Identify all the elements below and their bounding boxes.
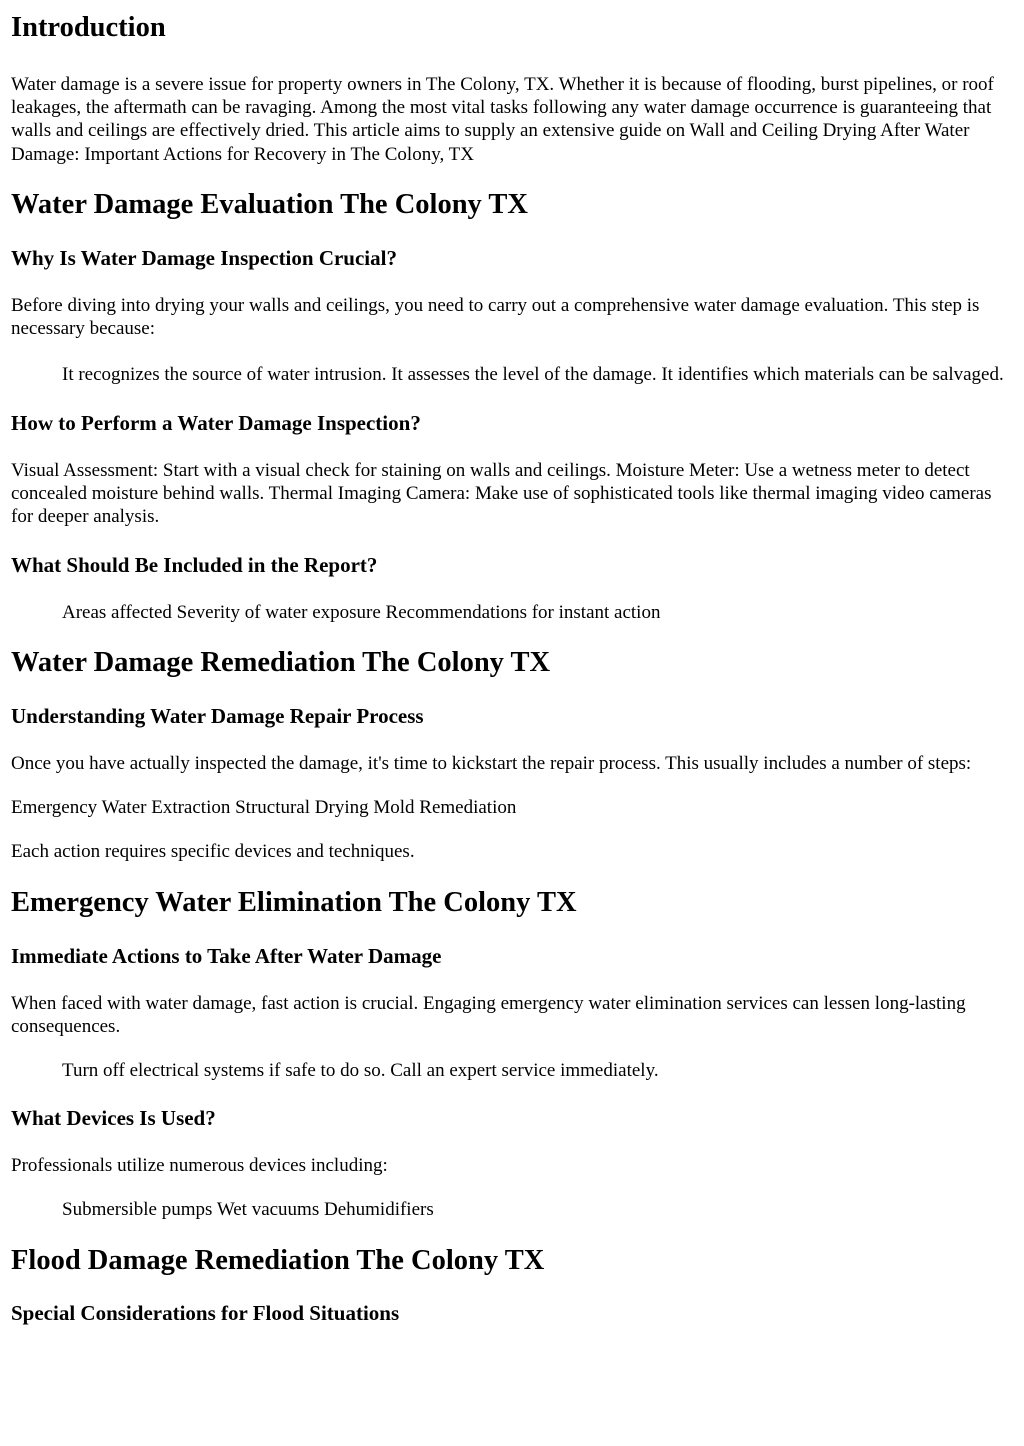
heading-emergency-water-elimination: Emergency Water Elimination The Colony TX [11, 887, 577, 919]
subheading-flood-considerations: Special Considerations for Flood Situations [11, 1301, 400, 1326]
heading-water-damage-evaluation: Water Damage Evaluation The Colony TX [11, 188, 529, 220]
subheading-why-inspection: Why Is Water Damage Inspection Crucial? [11, 245, 397, 270]
paragraph-how-inspection: Visual Assessment: Start with a visual check for staining on walls and ceilings. Moisture Meter: Use a wetness meter to detect concealed moisture behind walls. Thermal Imaging Camera: Make use of sophisticated tools like thermal imaging video cameras for deeper analysis. [11, 459, 992, 528]
list-devices: Submersible pumps Wet vacuums Dehumidifiers [62, 1199, 434, 1221]
subheading-report: What Should Be Included in the Report? [11, 552, 378, 577]
subheading-repair-process: Understanding Water Damage Repair Process [11, 703, 424, 728]
paragraph-why-inspection: Before diving into drying your walls and ceilings, you need to carry out a comprehensive water damage evaluation. This step is necessary because: [11, 294, 980, 340]
paragraph-repair-process: Once you have actually inspected the damage, it's time to kickstart the repair process. This usually includes a number of steps: [11, 753, 972, 775]
list-inspection-reasons: It recognizes the source of water intrusion. It assesses the level of the damage. It identifies which materials can be salvaged. [62, 364, 1004, 386]
paragraph-devices-used: Professionals utilize numerous devices including: [11, 1154, 388, 1176]
subheading-devices-used: What Devices Is Used? [11, 1105, 216, 1130]
paragraph-immediate-actions: When faced with water damage, fast action is crucial. Engaging emergency water elimination services can lessen long-lasting consequences. [11, 992, 966, 1038]
paragraph-repair-steps: Emergency Water Extraction Structural Drying Mold Remediation [11, 797, 517, 819]
list-immediate-actions: Turn off electrical systems if safe to do so. Call an expert service immediately. [62, 1059, 659, 1081]
subheading-how-inspection: How to Perform a Water Damage Inspection? [11, 410, 421, 435]
paragraph-introduction: Water damage is a severe issue for property owners in The Colony, TX. Whether it is because of flooding, burst pipelines, or roof leakages, the aftermath can be ravaging. Among the most vital tasks following any water damage occurrence is guaranteeing that walls and ceilings are effectively dried. This article aims to supply an extensive guide on Wall and Ceiling Drying After Water Damage: Important Actions for Recovery in The Colony, TX [11, 73, 994, 165]
subheading-immediate-actions: Immediate Actions to Take After Water Damage [11, 943, 442, 968]
list-report-contents: Areas affected Severity of water exposure Recommendations for instant action [62, 601, 661, 623]
heading-introduction: Introduction [11, 12, 166, 43]
heading-water-damage-remediation: Water Damage Remediation The Colony TX [11, 647, 551, 679]
paragraph-each-action: Each action requires specific devices and techniques. [11, 840, 415, 862]
heading-flood-damage-remediation: Flood Damage Remediation The Colony TX [11, 1244, 545, 1276]
